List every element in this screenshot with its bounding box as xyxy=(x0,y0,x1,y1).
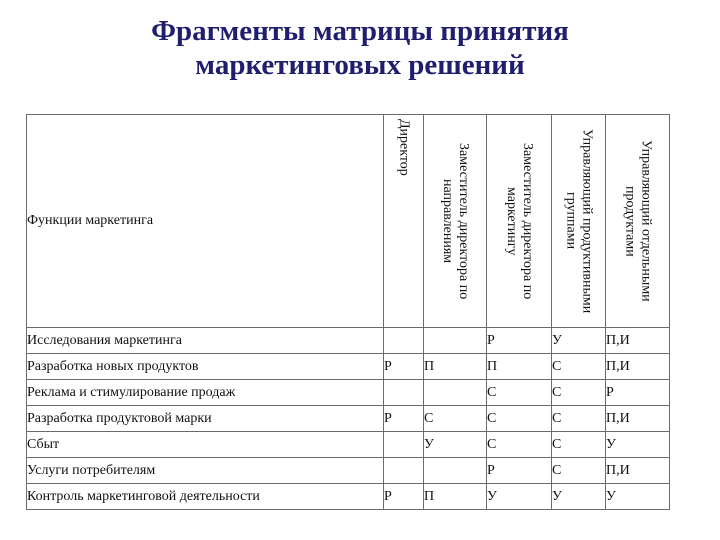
header-group-manager: Управляющий продуктивными группами xyxy=(552,115,606,328)
table-row xyxy=(27,484,670,510)
table-row xyxy=(27,432,670,458)
row-function: Сбыт xyxy=(27,432,384,458)
matrix-cell: У xyxy=(552,328,606,354)
table-row xyxy=(27,328,670,354)
matrix-cell: С xyxy=(424,406,487,432)
header-deputy-marketing: Заместитель директора по маркетингу xyxy=(487,115,552,328)
row-function: Реклама и стимулирование продаж xyxy=(27,380,384,406)
matrix-cell: П xyxy=(487,354,552,380)
matrix-cell: С xyxy=(552,432,606,458)
row-function: Разработка новых продуктов xyxy=(27,354,384,380)
matrix-cell: У xyxy=(552,484,606,510)
matrix-cell: Р xyxy=(384,406,424,432)
matrix-cell xyxy=(384,458,424,484)
slide-title xyxy=(0,14,720,82)
row-function: Исследования маркетинга xyxy=(27,328,384,354)
matrix-cell: С xyxy=(552,406,606,432)
decision-matrix-table xyxy=(26,114,670,510)
matrix-cell xyxy=(384,432,424,458)
matrix-cell: П,И xyxy=(606,406,670,432)
matrix-cell: П xyxy=(424,354,487,380)
matrix-cell xyxy=(424,328,487,354)
matrix-cell xyxy=(384,328,424,354)
matrix-cell: У xyxy=(487,484,552,510)
table-row xyxy=(27,354,670,380)
matrix-cell: У xyxy=(606,484,670,510)
matrix-cell: Р xyxy=(384,354,424,380)
title-line-2: маркетинговых решений xyxy=(195,49,525,81)
header-director: Директор xyxy=(384,115,424,328)
header-functions: Функции маркетинга xyxy=(27,115,384,328)
matrix-cell: С xyxy=(552,458,606,484)
header-deputy-directions: Заместитель директора по направлениям xyxy=(424,115,487,328)
matrix-cell: П,И xyxy=(606,328,670,354)
matrix-cell: Р xyxy=(384,484,424,510)
row-function: Услуги потребителям xyxy=(27,458,384,484)
matrix-cell: С xyxy=(487,406,552,432)
title-line-1: Фрагменты матрицы принятия xyxy=(151,15,569,47)
matrix-cell xyxy=(424,380,487,406)
matrix-cell: Р xyxy=(487,458,552,484)
matrix-cell: П,И xyxy=(606,458,670,484)
matrix-cell: У xyxy=(424,432,487,458)
table-row xyxy=(27,406,670,432)
matrix-cell: С xyxy=(487,380,552,406)
matrix-cell: П,И xyxy=(606,354,670,380)
row-function: Разработка продуктовой марки xyxy=(27,406,384,432)
matrix-cell: Р xyxy=(487,328,552,354)
table-row xyxy=(27,380,670,406)
header-row xyxy=(27,115,670,328)
matrix-cell: У xyxy=(606,432,670,458)
header-product-manager: Управляющий отдельными продуктами xyxy=(606,115,670,328)
matrix-cell: С xyxy=(552,380,606,406)
matrix-cell: Р xyxy=(606,380,670,406)
matrix-cell xyxy=(424,458,487,484)
matrix-cell: С xyxy=(487,432,552,458)
table-row xyxy=(27,458,670,484)
matrix-cell: П xyxy=(424,484,487,510)
matrix-cell xyxy=(384,380,424,406)
row-function: Контроль маркетинговой деятельности xyxy=(27,484,384,510)
matrix-cell: С xyxy=(552,354,606,380)
